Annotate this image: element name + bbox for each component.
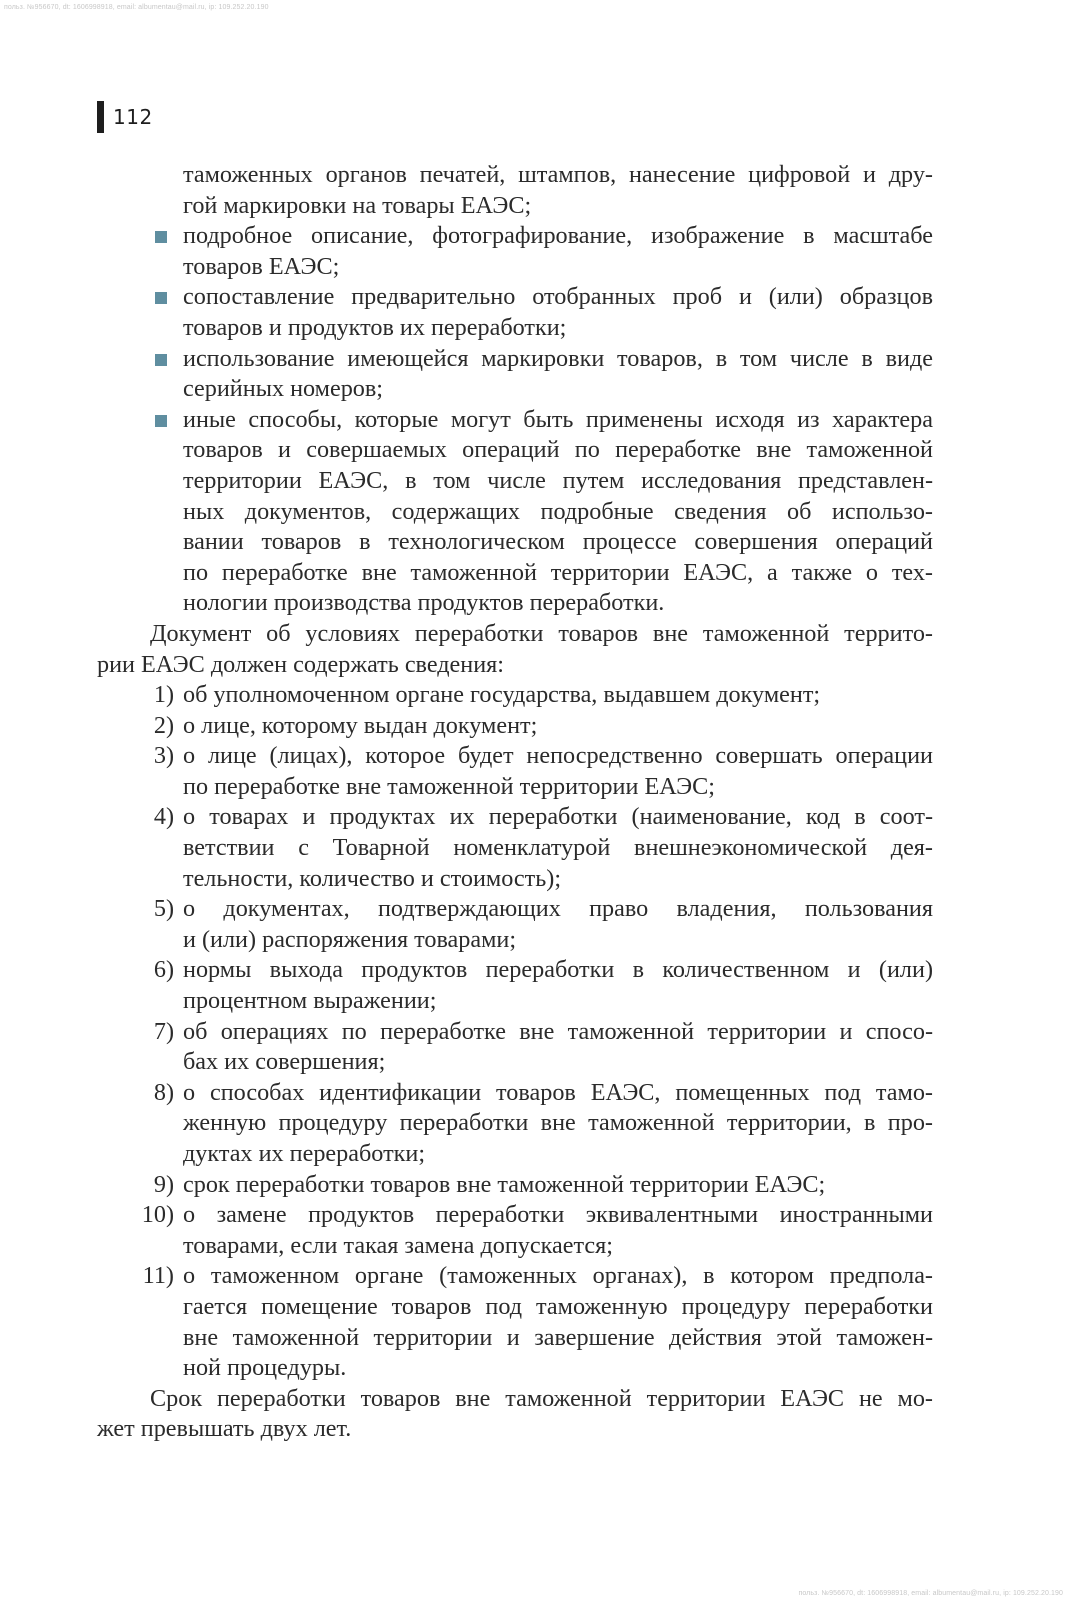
- page-body: [97, 160, 933, 1445]
- text-line: нологии производства продуктов переработки.: [183, 589, 665, 617]
- text-line: бах их совершения;: [183, 1048, 386, 1076]
- bullet-item: [97, 221, 933, 282]
- text-line: использование имеющейся маркировки товаров, в том числе в виде: [183, 344, 933, 372]
- text-line: срок переработки товаров вне таможенной территории ЕАЭС;: [183, 1170, 826, 1198]
- numbered-item: [97, 1078, 933, 1170]
- text-line: о способах идентификации товаров ЕАЭС, помещенных под тамо-: [183, 1078, 933, 1106]
- text-line: сопоставление предварительно отобранных проб и (или) образцов: [183, 283, 933, 311]
- text-line: товарами, если такая замена допускается;: [183, 1231, 613, 1259]
- text-line: ных документов, содержащих подробные сведения об использо-: [183, 497, 933, 525]
- bullet-item: [97, 344, 933, 405]
- item-number: 9): [153, 1170, 174, 1198]
- item-number: 11): [142, 1262, 174, 1290]
- text-line: и (или) распоряжения товарами;: [183, 925, 517, 953]
- item-number: 3): [153, 742, 174, 770]
- numbered-item: [97, 1261, 933, 1383]
- text-line: иные способы, которые могут быть применены исходя из характера: [183, 405, 933, 433]
- text-line: товаров и продуктов их переработки;: [183, 313, 567, 341]
- item-number: 10): [141, 1201, 174, 1229]
- numbered-item: [97, 802, 933, 894]
- text-line: территории ЕАЭС, в том числе путем исследования представлен-: [183, 466, 933, 494]
- text-line: по переработке вне таможенной территории ЕАЭС;: [183, 772, 715, 800]
- text-line: серийных номеров;: [183, 375, 384, 403]
- bullet-item: [97, 405, 933, 619]
- text-line: жет превышать двух лет.: [97, 1415, 352, 1443]
- page-number: 112: [113, 105, 153, 129]
- text-line: об уполномоченном органе государства, выдавшем документ;: [183, 681, 821, 709]
- numbered-item: [97, 741, 933, 802]
- bullet-square-icon: [155, 231, 167, 243]
- watermark-bottom: польз. №956670, dt: 1606998918, email: albumentau@mail.ru, ip: 109.252.20.190: [798, 1590, 1063, 1597]
- header-bar: [97, 101, 104, 133]
- text-line: ветствии с Товарной номенклатурой внешнеэкономической дея-: [183, 834, 933, 862]
- numbered-item: [97, 894, 933, 955]
- watermark-top: польз. №956670, dt: 1606998918, email: albumentau@mail.ru, ip: 109.252.20.190: [4, 4, 269, 11]
- text-line: таможенных органов печатей, штампов, нанесение цифровой и дру-: [183, 161, 933, 188]
- numbered-item: [97, 1017, 933, 1078]
- item-number: 7): [153, 1017, 174, 1045]
- item-number: 2): [153, 711, 174, 739]
- page-header: [97, 101, 153, 133]
- text-line: нормы выхода продуктов переработки в количественном и (или): [183, 956, 933, 984]
- text-line: подробное описание, фотографирование, изображение в масштабе: [183, 222, 933, 250]
- text-line: товаров ЕАЭС;: [183, 252, 340, 280]
- text-line: о товарах и продуктах их переработки (наименование, код в соот-: [183, 803, 933, 831]
- numbered-list: [97, 680, 933, 1384]
- text-line: рии ЕАЭС должен содержать сведения:: [97, 650, 505, 678]
- bullet-list: [97, 221, 933, 619]
- continuation-text: [183, 160, 933, 221]
- text-line: процентном выражении;: [183, 987, 437, 1015]
- bullet-square-icon: [155, 292, 167, 304]
- text-line: товаров и совершаемых операций по переработке вне таможенной: [183, 436, 933, 464]
- bullet-item: [97, 282, 933, 343]
- text-line: о документах, подтверждающих право владения, пользования: [183, 895, 933, 923]
- item-number: 6): [153, 956, 174, 984]
- bullet-square-icon: [155, 354, 167, 366]
- text-line: о лице (лицах), которое будет непосредственно совершать операции: [183, 742, 933, 770]
- text-line: ной процедуры.: [183, 1354, 347, 1382]
- numbered-item: [97, 955, 933, 1016]
- numbered-item: [97, 680, 933, 711]
- text-line: Срок переработки товаров вне таможенной территории ЕАЭС не мо-: [150, 1384, 933, 1412]
- text-line: о замене продуктов переработки эквивалентными иностранными: [183, 1201, 933, 1229]
- numbered-item: [97, 1170, 933, 1201]
- text-line: по переработке вне таможенной территории ЕАЭС, а также о тех-: [183, 558, 933, 586]
- item-number: 5): [153, 895, 174, 923]
- numbered-item: [97, 1200, 933, 1261]
- text-line: вании товаров в технологическом процессе совершения операций: [183, 528, 933, 556]
- text-line: гой маркировки на товары ЕАЭС;: [183, 191, 532, 219]
- paragraph-processing-term: [97, 1384, 933, 1445]
- item-number: 4): [153, 803, 174, 831]
- item-number: 1): [153, 681, 174, 709]
- text-line: женную процедуру переработки вне таможенной территории, в про-: [183, 1109, 933, 1137]
- bullet-square-icon: [155, 415, 167, 427]
- numbered-item: [97, 711, 933, 742]
- text-line: гается помещение товаров под таможенную процедуру переработки: [183, 1292, 933, 1320]
- item-number: 8): [153, 1078, 174, 1106]
- text-line: о таможенном органе (таможенных органах), в котором предпола-: [183, 1262, 933, 1290]
- text-line: дуктах их переработки;: [183, 1140, 426, 1167]
- paragraph-document-contents: [97, 619, 933, 680]
- text-line: вне таможенной территории и завершение действия этой таможен-: [183, 1323, 933, 1351]
- text-line: тельности, количество и стоимость);: [183, 864, 562, 892]
- text-line: Документ об условиях переработки товаров вне таможенной террито-: [150, 619, 933, 647]
- text-line: о лице, которому выдан документ;: [183, 711, 538, 739]
- text-line: об операциях по переработке вне таможенной территории и спосо-: [183, 1017, 933, 1045]
